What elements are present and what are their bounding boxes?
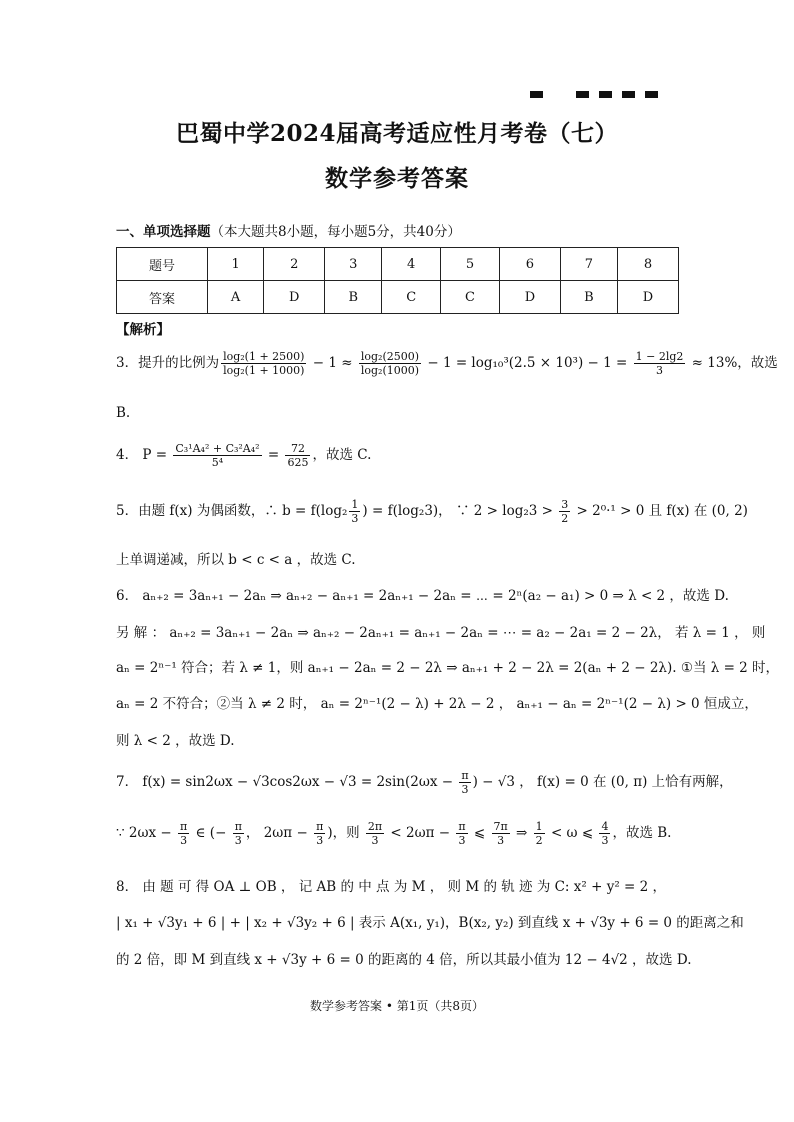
text: ，故选 B. bbox=[612, 825, 672, 841]
fraction bbox=[534, 820, 545, 847]
text: = bbox=[263, 447, 284, 463]
answer-cell: C bbox=[382, 281, 441, 314]
denominator: 3 bbox=[656, 364, 663, 377]
text: > 2⁰·¹ > 0 且 f(x) 在 (0, 2) bbox=[572, 503, 748, 519]
fraction bbox=[233, 820, 244, 847]
row-label: 答案 bbox=[117, 281, 208, 314]
denominator: 625 bbox=[287, 456, 309, 469]
solution-8-line-3: 的 2 倍，即 M 到直线 x + √3y + 6 = 0 的距离的 4 倍，所以其最小值为 12 − 4√2 ，故选 D. bbox=[116, 952, 692, 968]
exam-title: 巴蜀中学2024届高考适应性月考卷（七） bbox=[175, 120, 618, 147]
solution-7-line-2 bbox=[116, 820, 682, 847]
numerator: 1 bbox=[535, 820, 543, 833]
question-number: 8 bbox=[617, 248, 678, 281]
numerator: 1 bbox=[351, 498, 359, 511]
answer-cell: D bbox=[617, 281, 678, 314]
text: ≈ 13%，故选 bbox=[687, 355, 778, 371]
question-number: 3 bbox=[325, 248, 382, 281]
numerator: C₃¹A₄² + C₃²A₄² bbox=[175, 442, 260, 455]
denominator: 3 bbox=[461, 783, 469, 796]
text: 4． P = bbox=[116, 447, 172, 463]
solution-5-line-2: 上单调递减，所以 b < c < a ，故选 C. bbox=[116, 552, 356, 568]
solution-8-line-2: | x₁ + √3y₁ + 6 | + | x₂ + √3y₂ + 6 | 表示 A(x₁, y₁)，B(x₂, y₂) 到直线 x + √3y + 6 = 0 的距离之和 bbox=[116, 915, 744, 931]
denominator: log₂(1000) bbox=[360, 364, 420, 377]
exam-subtitle: 数学参考答案 bbox=[325, 165, 469, 192]
table-row bbox=[117, 281, 679, 314]
solution-3-line-1 bbox=[116, 350, 778, 377]
denominator: 2 bbox=[535, 834, 543, 847]
solution-4 bbox=[116, 442, 682, 469]
solution-6-line-3: aₙ = 2ⁿ⁻¹ 符合；若 λ ≠ 1，则 aₙ₊₁ − 2aₙ = 2 − 2λ ⇒ aₙ₊₁ + 2 − 2λ = 2(aₙ + 2 − 2λ). ①当 λ = 2 时， bbox=[116, 660, 780, 676]
fraction bbox=[456, 820, 467, 847]
question-number: 5 bbox=[441, 248, 500, 281]
solution-8-line-1: 8． 由 题 可 得 OA ⊥ OB ， 记 AB 的 中 点 为 M ， 则 M 的 轨 迹 为 C: x² + y² = 2 ， bbox=[116, 879, 667, 895]
solution-7-line-1 bbox=[116, 769, 733, 796]
denominator: 3 bbox=[180, 834, 188, 847]
numerator: 72 bbox=[285, 442, 310, 456]
denominator: 3 bbox=[601, 834, 609, 847]
solution-6-line-2: 另 解 ： aₙ₊₂ = 3aₙ₊₁ − 2aₙ ⇒ aₙ₊₂ − 2aₙ₊₁ = aₙ₊₁ − 2aₙ = ⋯ = a₂ − 2a₁ = 2 − 2λ， 若 λ = 1 ， 则 bbox=[116, 625, 766, 641]
denominator: 3 bbox=[316, 834, 324, 847]
corner-marks bbox=[530, 91, 660, 98]
denominator: 3 bbox=[351, 512, 359, 525]
fraction bbox=[359, 350, 421, 377]
question-number: 4 bbox=[382, 248, 441, 281]
numerator: 4 bbox=[601, 820, 609, 833]
answer-cell: B bbox=[560, 281, 617, 314]
text: ∵ 2ωx − bbox=[116, 825, 176, 841]
fraction bbox=[492, 820, 510, 847]
fraction bbox=[173, 442, 261, 469]
fraction bbox=[349, 498, 360, 525]
text: 7． f(x) = sin2ωx − √3cos2ωx − √3 = 2sin(2ωx − bbox=[116, 774, 458, 790]
denominator: log₂(1 + 1000) bbox=[223, 364, 305, 377]
fraction bbox=[634, 350, 686, 377]
answer-cell: B bbox=[325, 281, 382, 314]
fraction bbox=[559, 498, 570, 525]
numerator: 3 bbox=[561, 498, 569, 511]
section-title: 一、单项选择题 bbox=[116, 224, 211, 240]
numerator: π bbox=[234, 820, 242, 833]
numerator: 2π bbox=[367, 820, 383, 833]
text: )，则 bbox=[327, 825, 364, 841]
text: 5．由题 f(x) 为偶函数，∴ b = f(log₂ bbox=[116, 503, 348, 519]
answer-cell: C bbox=[441, 281, 500, 314]
fraction bbox=[314, 820, 325, 847]
numerator: π bbox=[180, 820, 188, 833]
solution-6-line-4: aₙ = 2 不符合；②当 λ ≠ 2 时， aₙ = 2ⁿ⁻¹(2 − λ) + 2λ − 2 ， aₙ₊₁ − aₙ = 2ⁿ⁻¹(2 − λ) > 0 恒成立， bbox=[116, 696, 758, 712]
text: < ω ⩽ bbox=[546, 825, 598, 841]
answer-cell: D bbox=[499, 281, 560, 314]
text: ∈ (− bbox=[191, 825, 231, 841]
text: 3．提升的比例为 bbox=[116, 355, 220, 371]
text: − 1 ≈ bbox=[308, 355, 357, 371]
question-number: 1 bbox=[208, 248, 264, 281]
page-footer: 数学参考答案 • 第1页（共8页） bbox=[310, 999, 484, 1013]
denominator: 2 bbox=[561, 512, 569, 525]
section-heading bbox=[116, 220, 461, 240]
fraction bbox=[459, 769, 470, 796]
text: ⩽ bbox=[469, 825, 490, 841]
answer-cell: D bbox=[264, 281, 325, 314]
fraction bbox=[178, 820, 189, 847]
table-row bbox=[117, 248, 679, 281]
question-number: 7 bbox=[560, 248, 617, 281]
text: ) = f(log₂3)， ∵ 2 > log₂3 > bbox=[362, 503, 558, 519]
answer-cell: A bbox=[208, 281, 264, 314]
solution-3-line-2: B. bbox=[116, 405, 131, 421]
text: − 1 = log₁₀³(2.5 × 10³) − 1 = bbox=[423, 355, 632, 371]
text: ，故选 C. bbox=[312, 447, 372, 463]
numerator: π bbox=[458, 820, 466, 833]
fraction bbox=[599, 820, 610, 847]
denominator: 3 bbox=[458, 834, 466, 847]
text: < 2ωπ − bbox=[386, 825, 455, 841]
row-label: 题号 bbox=[117, 248, 208, 281]
text: ⇒ bbox=[511, 825, 532, 841]
numerator: 7π bbox=[493, 820, 508, 833]
numerator: log₂(2500) bbox=[360, 350, 420, 363]
section-note: （本大题共8小题，每小题5分，共40分） bbox=[210, 224, 461, 240]
numerator: π bbox=[316, 820, 324, 833]
solution-6-line-5: 则 λ < 2 ，故选 D. bbox=[116, 733, 235, 749]
denominator: 3 bbox=[497, 834, 505, 847]
denominator: 3 bbox=[371, 834, 379, 847]
denominator: 5⁴ bbox=[211, 456, 224, 469]
numerator: 1 − 2lg2 bbox=[635, 350, 684, 363]
question-number: 6 bbox=[499, 248, 560, 281]
solution-6-line-1: 6． aₙ₊₂ = 3aₙ₊₁ − 2aₙ ⇒ aₙ₊₂ − aₙ₊₁ = 2aₙ₊₁ − 2aₙ = ⋯ = 2ⁿ(a₂ − a₁) > 0 ⇒ λ < 2 ，故选 D. bbox=[116, 588, 729, 604]
numerator: π bbox=[461, 769, 469, 782]
fraction bbox=[221, 350, 306, 377]
question-number: 2 bbox=[264, 248, 325, 281]
text: ， 2ωπ − bbox=[245, 825, 313, 841]
answer-table bbox=[116, 247, 679, 314]
analysis-label: 【解析】 bbox=[116, 322, 170, 338]
numerator: log₂(1 + 2500) bbox=[223, 350, 305, 363]
text: ) − √3 ， f(x) = 0 在 (0, π) 上恰有两解， bbox=[472, 774, 733, 790]
solution-5-line-1 bbox=[116, 498, 748, 525]
fraction bbox=[366, 820, 384, 847]
denominator: 3 bbox=[234, 834, 242, 847]
fraction bbox=[285, 442, 310, 469]
